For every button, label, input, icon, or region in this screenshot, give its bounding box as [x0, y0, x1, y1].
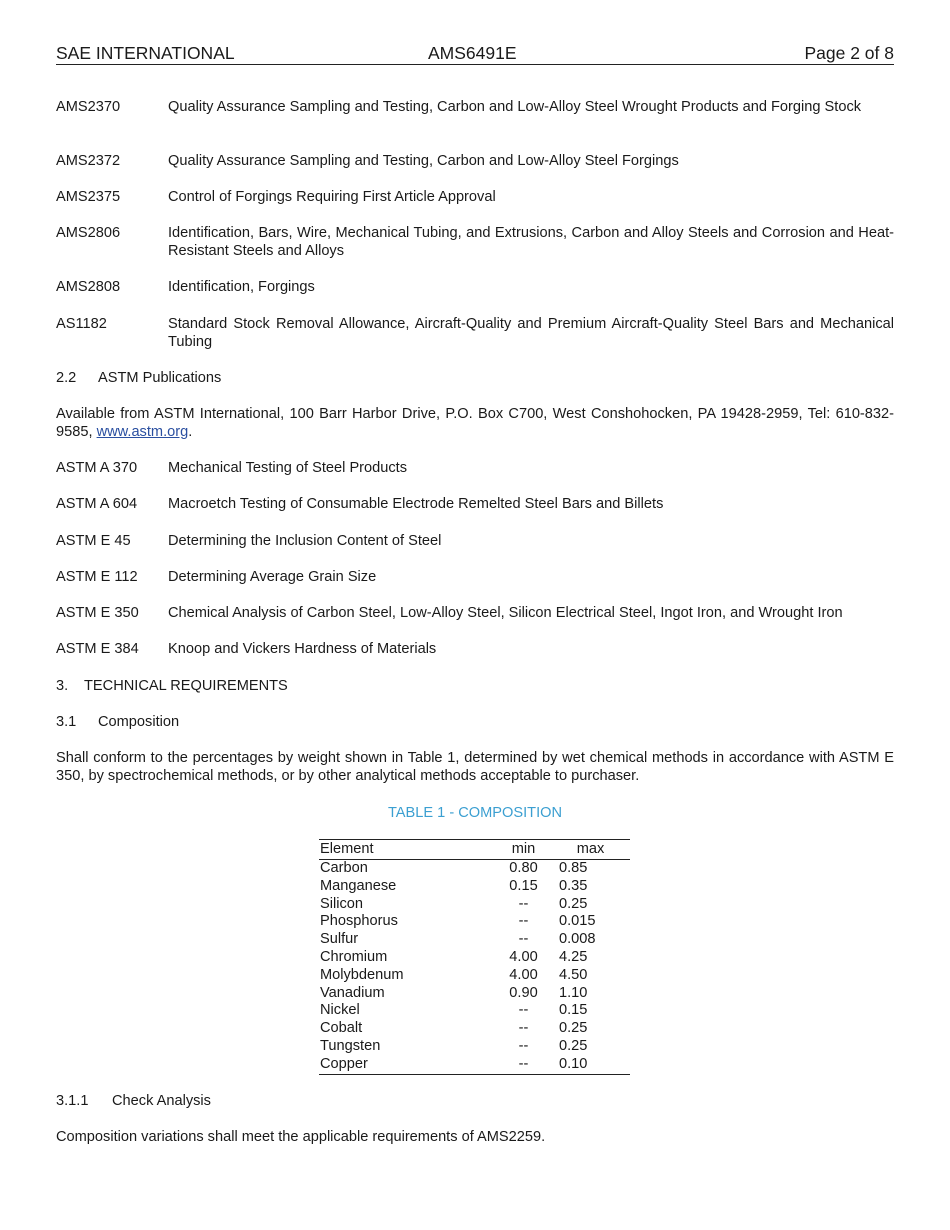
reference-entry [56, 604, 894, 622]
cell-element: Chromium [320, 948, 388, 965]
cell-element: Molybdenum [320, 966, 404, 983]
reference-entry [56, 532, 894, 550]
table-row [319, 931, 630, 949]
cell-min: -- [518, 1002, 529, 1019]
reference-entry [56, 188, 894, 206]
reference-entry [56, 640, 894, 658]
reference-title: Macroetch Testing of Consumable Electrode Remelted Steel Bars and Billets [168, 496, 664, 512]
table-row [319, 985, 630, 1003]
reference-title: Quality Assurance Sampling and Testing, Carbon and Low-Alloy Steel Wrought Products and Forging Stock [168, 99, 862, 115]
table-row [319, 1056, 630, 1074]
cell-max: 0.25 [559, 895, 588, 912]
reference-title: Standard Stock Removal Allowance, Aircraft-Quality and Premium Aircraft-Quality Steel Bars and Mechanical Tubing [168, 316, 894, 350]
section-heading-3-1 [56, 713, 894, 731]
reference-code: ASTM E 350 [56, 605, 139, 621]
header-document-number: AMS6491E [428, 43, 517, 63]
cell-element: Tungsten [320, 1037, 381, 1054]
section-title: ASTM Publications [98, 370, 222, 386]
reference-title: Control of Forgings Requiring First Article Approval [168, 189, 496, 205]
section-title: Composition [98, 714, 180, 730]
section-title: Check Analysis [112, 1093, 211, 1109]
cell-min: 4.00 [509, 966, 538, 983]
cell-max: 0.25 [559, 1037, 588, 1054]
reference-entry [56, 495, 894, 513]
reference-entry [56, 459, 894, 477]
table-row [319, 878, 630, 896]
cell-min: -- [518, 1037, 529, 1054]
cell-element: Vanadium [320, 984, 385, 1001]
table-title: TABLE 1 - COMPOSITION [387, 805, 563, 821]
check-analysis-paragraph: Composition variations shall meet the applicable requirements of AMS2259. [56, 1129, 546, 1145]
cell-element: Nickel [320, 1002, 360, 1019]
reference-title: Chemical Analysis of Carbon Steel, Low-Alloy Steel, Silicon Electrical Steel, Ingot Iron, and Wrought Iron [168, 605, 843, 621]
reference-title: Mechanical Testing of Steel Products [168, 460, 408, 476]
cell-max: 0.15 [559, 1002, 588, 1019]
header-page-number: Page 2 of 8 [804, 43, 894, 63]
cell-min: -- [518, 1020, 529, 1037]
section-number: 2.2 [56, 370, 77, 386]
cell-element: Silicon [320, 895, 363, 912]
composition-paragraph: Shall conform to the percentages by weight shown in Table 1, determined by wet chemical methods in accordance with ASTM E 350, by spectrochemical methods, or by other analytical methods acceptable to purchaser. [56, 750, 894, 784]
table-row [319, 1038, 630, 1056]
reference-entry [56, 315, 894, 351]
reference-entry [56, 224, 894, 260]
reference-title: Quality Assurance Sampling and Testing, Carbon and Low-Alloy Steel Forgings [168, 153, 679, 169]
cell-min: -- [518, 931, 529, 948]
reference-entry [56, 152, 894, 170]
cell-element: Copper [320, 1055, 368, 1072]
cell-max: 0.25 [559, 1020, 588, 1037]
reference-entry [56, 568, 894, 586]
cell-min: 4.00 [509, 948, 538, 965]
reference-title: Determining the Inclusion Content of Steel [168, 533, 442, 549]
composition-table [319, 839, 630, 1075]
cell-min: -- [518, 1055, 529, 1072]
astm-availability-paragraph [56, 405, 894, 441]
section-number: 3.1.1 [56, 1093, 89, 1109]
cell-max: 0.008 [559, 931, 596, 948]
cell-min: 0.15 [509, 877, 538, 894]
header-max: max [576, 841, 605, 857]
reference-code: AMS2372 [56, 153, 121, 169]
reference-code: AMS2375 [56, 189, 121, 205]
cell-min: 0.90 [509, 984, 538, 1001]
reference-entry [56, 98, 894, 116]
header-min: min [511, 841, 536, 857]
reference-code: ASTM E 45 [56, 533, 131, 549]
table-row [319, 949, 630, 967]
cell-element: Sulfur [320, 931, 359, 948]
reference-code: ASTM A 604 [56, 496, 138, 512]
section-heading-3-1-1 [56, 1092, 894, 1110]
section-heading-2-2 [56, 369, 894, 387]
cell-max: 4.50 [559, 966, 588, 983]
section-heading-3 [56, 677, 894, 695]
astm-availability-text: Available from ASTM International, 100 Barr Harbor Drive, P.O. Box C700, West Conshohocken, PA 19428-2959, Tel: 610-832-9585, [56, 406, 894, 440]
cell-max: 0.10 [559, 1055, 588, 1072]
reference-code: AMS2808 [56, 279, 121, 295]
reference-code: ASTM A 370 [56, 460, 138, 476]
cell-element: Phosphorus [320, 913, 398, 930]
cell-element: Manganese [320, 877, 397, 894]
table-row [319, 896, 630, 914]
cell-max: 0.015 [559, 913, 596, 930]
cell-max: 0.85 [559, 860, 588, 876]
cell-max: 4.25 [559, 948, 588, 965]
section-number: 3.1 [56, 714, 77, 730]
reference-title: Identification, Forgings [168, 279, 315, 295]
section-title: TECHNICAL REQUIREMENTS [84, 678, 288, 694]
cell-element: Cobalt [320, 1020, 363, 1037]
cell-min: -- [518, 895, 529, 912]
reference-title: Determining Average Grain Size [168, 569, 377, 585]
header-element: Element [320, 841, 374, 857]
cell-max: 0.35 [559, 877, 588, 894]
table-header-row [319, 840, 630, 860]
header-organization: SAE INTERNATIONAL [56, 43, 235, 63]
reference-title: Identification, Bars, Wire, Mechanical Tubing, and Extrusions, Carbon and Alloy Steels and Corrosion and Heat-Resistant Steels and Alloys [168, 225, 894, 259]
reference-entry [56, 278, 894, 296]
reference-title: Knoop and Vickers Hardness of Materials [168, 641, 437, 657]
reference-code: AMS2806 [56, 225, 121, 241]
table-row [319, 967, 630, 985]
astm-availability-end: . [188, 424, 193, 440]
table-row [319, 1020, 630, 1038]
cell-min: -- [518, 913, 529, 930]
reference-code: ASTM E 384 [56, 641, 139, 657]
reference-code: ASTM E 112 [56, 569, 138, 585]
page-header [56, 43, 894, 65]
astm-website-link[interactable]: www.astm.org [96, 424, 189, 440]
table-row [319, 1002, 630, 1020]
cell-max: 1.10 [559, 984, 588, 1001]
reference-code: AS1182 [56, 316, 107, 332]
table-row [319, 913, 630, 931]
cell-element: Carbon [320, 860, 368, 876]
reference-code: AMS2370 [56, 99, 121, 115]
cell-min: 0.80 [509, 860, 538, 876]
section-number: 3. [56, 678, 69, 694]
table-row [319, 860, 630, 878]
